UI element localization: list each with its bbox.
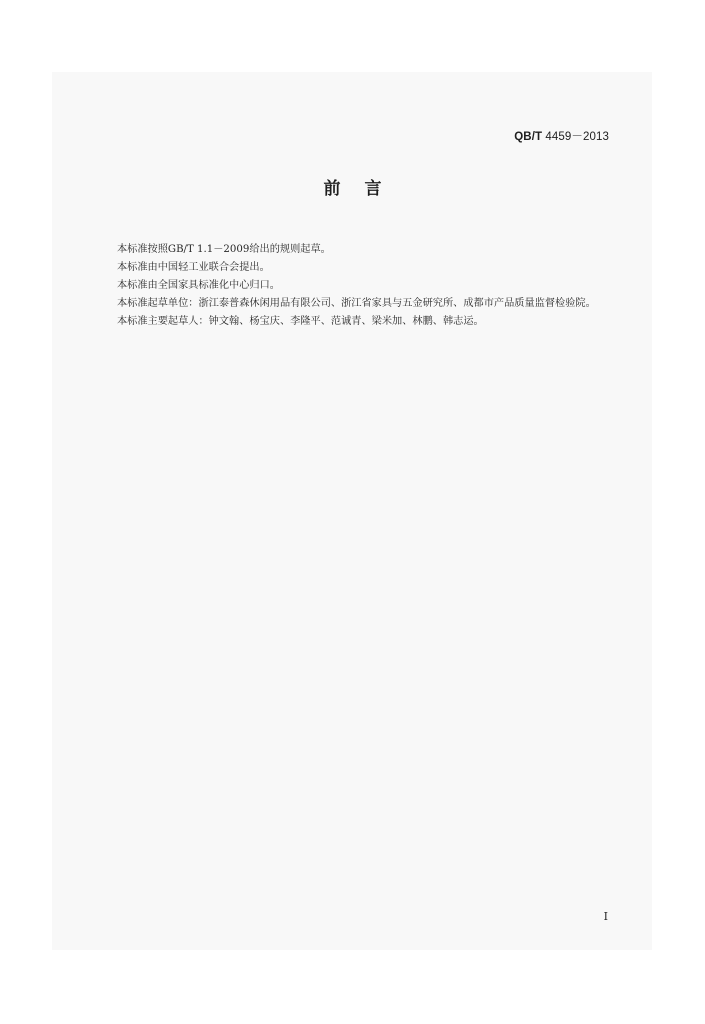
paragraph-drafting-units: 本标准起草单位：浙江泰普森休闲用品有限公司、浙江省家具与五金研究所、成都市产品质量监督检验院。	[117, 298, 596, 309]
paragraph-proposer: 本标准由中国轻工业联合会提出。	[117, 262, 270, 273]
standard-code	[514, 128, 609, 144]
page-title: 前言	[323, 179, 406, 199]
page-number: I	[603, 910, 608, 923]
paragraph-drafting-rules: 本标准按照GB/T 1.1－2009给出的规则起草。	[117, 244, 331, 255]
foreword-body	[96, 242, 611, 332]
paragraph-administrator: 本标准由全国家具标准化中心归口。	[117, 280, 280, 291]
standard-code-prefix: QB/T	[514, 131, 543, 143]
scanned-page-background	[52, 72, 652, 950]
standard-code-number: 4459－2013	[545, 131, 609, 143]
paragraph-drafters: 本标准主要起草人：钟文翰、杨宝庆、李隆平、范诚青、梁米加、林鹏、韩志运。	[117, 316, 484, 327]
